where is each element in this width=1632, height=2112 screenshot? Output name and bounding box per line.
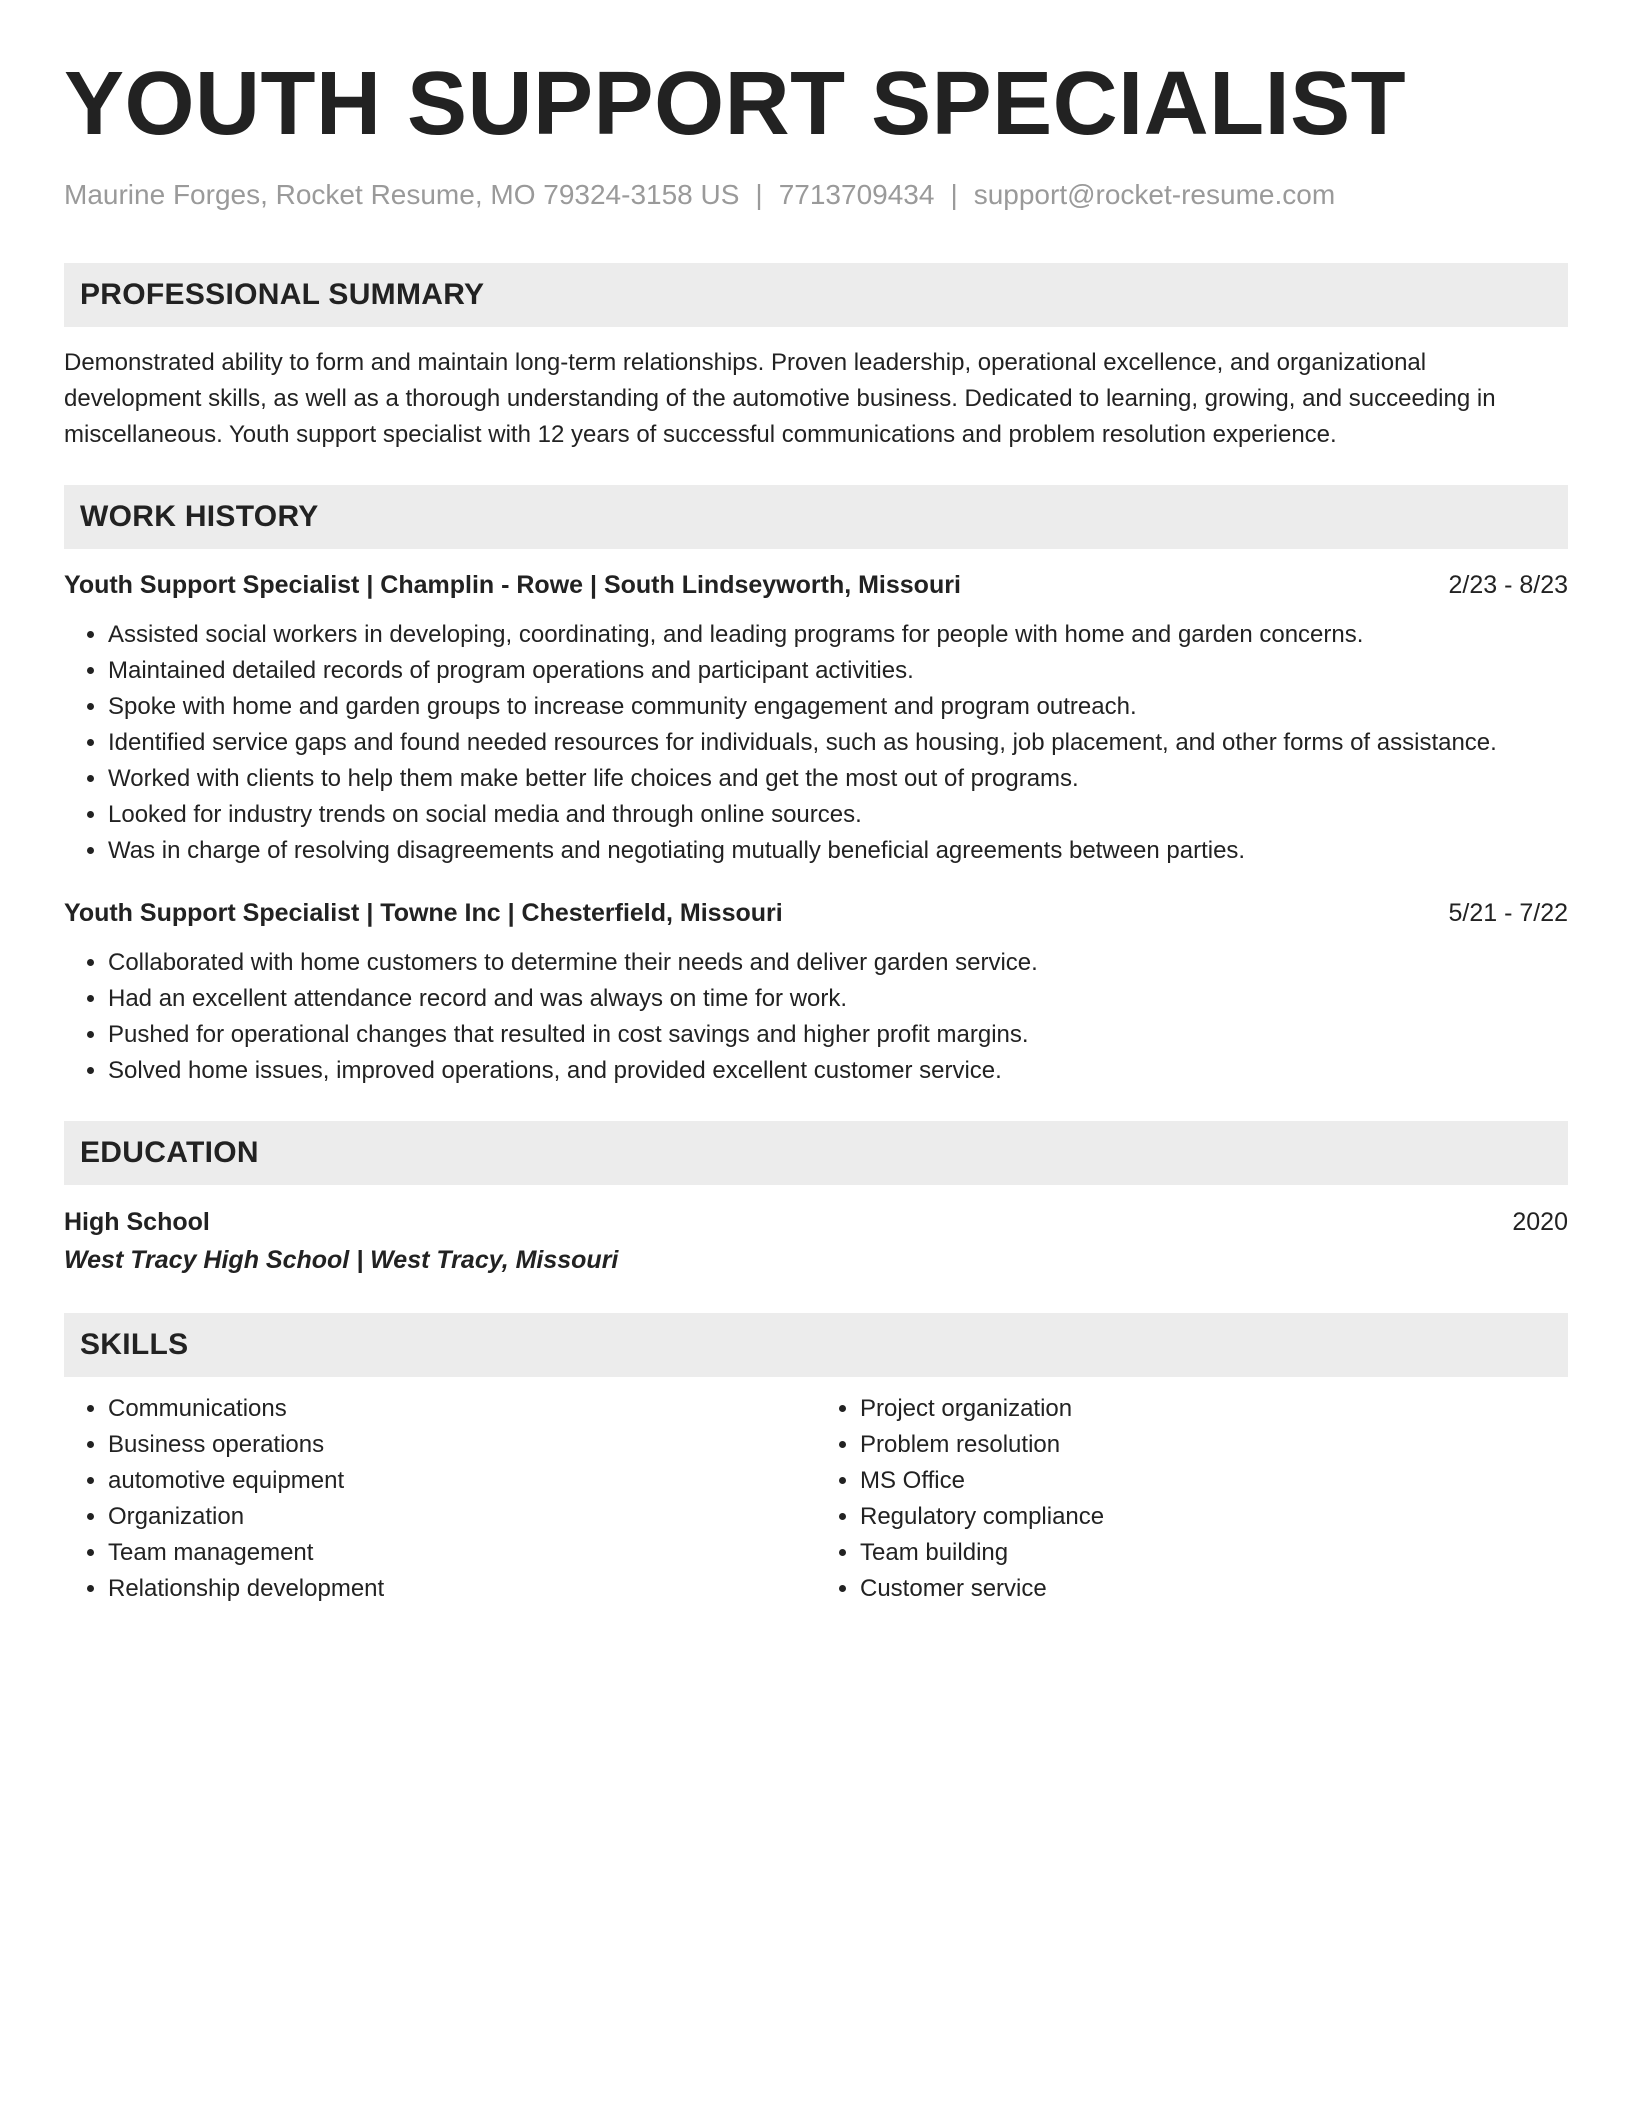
skill-item: • Team management bbox=[108, 1535, 816, 1571]
skills-column-left bbox=[64, 1391, 816, 1607]
job-entry bbox=[64, 895, 1568, 1089]
skill-item: • Customer service bbox=[860, 1571, 1568, 1607]
job-bullet: • Assisted social workers in developing, coordinating, and leading programs for people with home and garden concerns. bbox=[108, 617, 1568, 653]
contact-line bbox=[64, 178, 1568, 212]
section-header-skills: SKILLS bbox=[64, 1313, 1568, 1377]
skill-item: • Organization bbox=[108, 1499, 816, 1535]
contact-email: support@rocket-resume.com bbox=[973, 179, 1336, 210]
contact-address: Maurine Forges, Rocket Resume, MO 79324-3158 US bbox=[64, 179, 740, 210]
education-degree: High School bbox=[64, 1208, 210, 1236]
contact-separator: | bbox=[755, 179, 763, 210]
skill-item: • Business operations bbox=[108, 1427, 816, 1463]
skills-list bbox=[64, 1391, 1568, 1607]
education-year: 2020 bbox=[1512, 1208, 1568, 1236]
job-bullet: • Solved home issues, improved operations, and provided excellent customer service. bbox=[108, 1053, 1568, 1089]
job-title: Youth Support Specialist | Towne Inc | Chesterfield, Missouri bbox=[64, 899, 783, 927]
job-entry bbox=[64, 567, 1568, 869]
section-header-education: EDUCATION bbox=[64, 1121, 1568, 1185]
job-bullet: • Looked for industry trends on social media and through online sources. bbox=[108, 797, 1568, 833]
section-header-summary: PROFESSIONAL SUMMARY bbox=[64, 263, 1568, 327]
contact-separator: | bbox=[950, 179, 958, 210]
job-dates: 5/21 - 7/22 bbox=[1448, 899, 1568, 927]
job-bullet: • Maintained detailed records of program operations and participant activities. bbox=[108, 653, 1568, 689]
education-entry bbox=[64, 1203, 1568, 1241]
section-header-work-history: WORK HISTORY bbox=[64, 485, 1568, 549]
resume-title: YOUTH SUPPORT SPECIALIST bbox=[64, 54, 1407, 154]
contact-phone: 7713709434 bbox=[778, 179, 935, 210]
skill-item: • Regulatory compliance bbox=[860, 1499, 1568, 1535]
job-header bbox=[64, 895, 1568, 931]
skill-item: • MS Office bbox=[860, 1463, 1568, 1499]
job-bullet: • Spoke with home and garden groups to increase community engagement and program outreach. bbox=[108, 689, 1568, 725]
job-header bbox=[64, 567, 1568, 603]
job-bullet: • Was in charge of resolving disagreements and negotiating mutually beneficial agreements between parties. bbox=[108, 833, 1568, 869]
job-bullet: • Worked with clients to help them make better life choices and get the most out of programs. bbox=[108, 761, 1568, 797]
job-dates: 2/23 - 8/23 bbox=[1448, 571, 1568, 599]
skill-item: • automotive equipment bbox=[108, 1463, 816, 1499]
job-bullets bbox=[64, 945, 1568, 1089]
job-bullet: • Identified service gaps and found needed resources for individuals, such as housing, job placement, and other forms of assistance. bbox=[108, 725, 1568, 761]
skill-item: • Communications bbox=[108, 1391, 816, 1427]
summary-text: Demonstrated ability to form and maintain long-term relationships. Proven leadership, operational excellence, and organizational development skills, as well as a thorough understanding of the automotive business. Dedicated to learning, growing, and succeeding in miscellaneous. Youth support specialist with 12 years of successful communications and problem resolution experience. bbox=[64, 349, 1496, 448]
skill-item: • Team building bbox=[860, 1535, 1568, 1571]
job-bullet: • Pushed for operational changes that resulted in cost savings and higher profit margins. bbox=[108, 1017, 1568, 1053]
job-bullet: • Collaborated with home customers to determine their needs and deliver garden service. bbox=[108, 945, 1568, 981]
skill-item: • Project organization bbox=[860, 1391, 1568, 1427]
job-bullet: • Had an excellent attendance record and was always on time for work. bbox=[108, 981, 1568, 1017]
job-bullets bbox=[64, 617, 1568, 869]
skill-item: • Problem resolution bbox=[860, 1427, 1568, 1463]
education-school: West Tracy High School | West Tracy, Missouri bbox=[64, 1246, 619, 1274]
skill-item: • Relationship development bbox=[108, 1571, 816, 1607]
skills-column-right bbox=[816, 1391, 1568, 1607]
job-title: Youth Support Specialist | Champlin - Rowe | South Lindseyworth, Missouri bbox=[64, 571, 961, 599]
